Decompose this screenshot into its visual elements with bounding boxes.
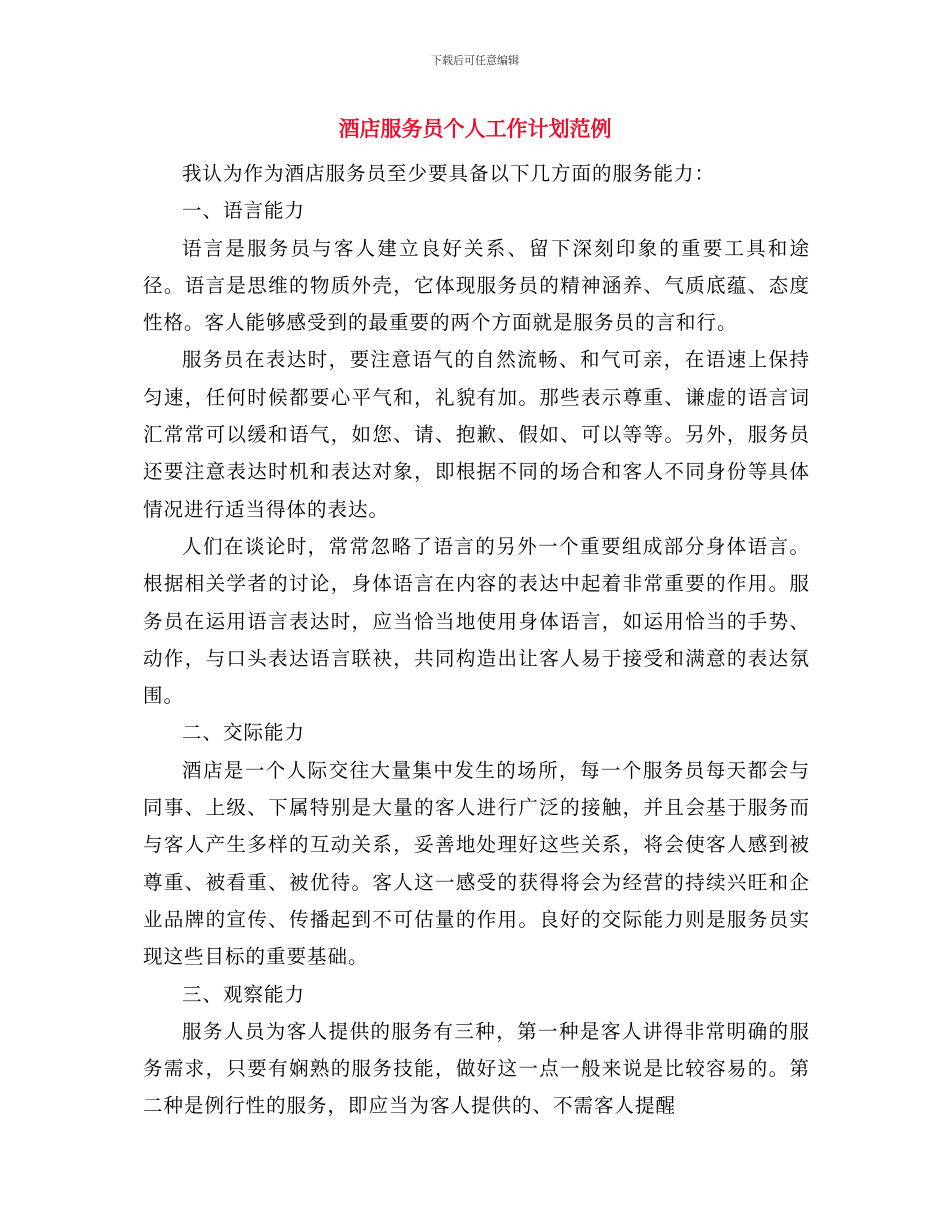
paragraph-language-3: 人们在谈论时，常常忽略了语言的另外一个重要组成部分身体语言。根据相关学者的讨论，身体语言在内容的表达中起着非常重要的作用。服务员在运用语言表达时，应当恰当地使用身体语言，如运用恰当的手势、动作，与口头表达语言联袂，共同构造出让客人易于接受和满意的表达氛围。 [143,534,810,708]
paragraph-language-1: 语言是服务员与客人建立良好关系、留下深刻印象的重要工具和途径。语言是思维的物质外壳，它体现服务员的精神涵养、气质底蕴、态度性格。客人能够感受到的最重要的两个方面就是服务员的言和行。 [143,236,810,335]
section-heading-social: 二、交际能力 [182,721,306,745]
header-note: 下载后可任意编辑 [431,54,519,67]
document-body [143,155,810,1125]
document-title: 酒店服务员个人工作计划范例 [338,116,612,141]
paragraph-social-1: 酒店是一个人际交往大量集中发生的场所，每一个服务员每天都会与同事、上级、下属特别是大量的客人进行广泛的接触，并且会基于服务而与客人产生多样的互动关系，妥善地处理好这些关系，将会使客人感到被尊重、被看重、被优待。客人这一感受的获得将会为经营的持续兴旺和企业品牌的宣传、传播起到不可估量的作用。良好的交际能力则是服务员实现这些目标的重要基础。 [143,758,810,969]
paragraph-intro: 我认为作为酒店服务员至少要具备以下几方面的服务能力： [182,162,716,185]
paragraph-language-2: 服务员在表达时，要注意语气的自然流畅、和气可亲，在语速上保持匀速，任何时候都要心平气和，礼貌有加。那些表示尊重、谦虚的语言词汇常常可以缓和语气，如您、请、抱歉、假如、可以等等。另外，服务员还要注意表达时机和表达对象，即根据不同的场合和客人不同身份等具体情况进行适当得体的表达。 [143,348,810,521]
section-heading-language: 一、语言能力 [182,199,306,223]
section-heading-observation: 三、观察能力 [182,982,306,1006]
paragraph-observation-1: 服务人员为客人提供的服务有三种，第一种是客人讲得非常明确的服务需求，只要有娴熟的服务技能，做好这一点一般来说是比较容易的。第二种是例行性的服务，即应当为客人提供的、不需客人提醒 [143,1019,810,1118]
